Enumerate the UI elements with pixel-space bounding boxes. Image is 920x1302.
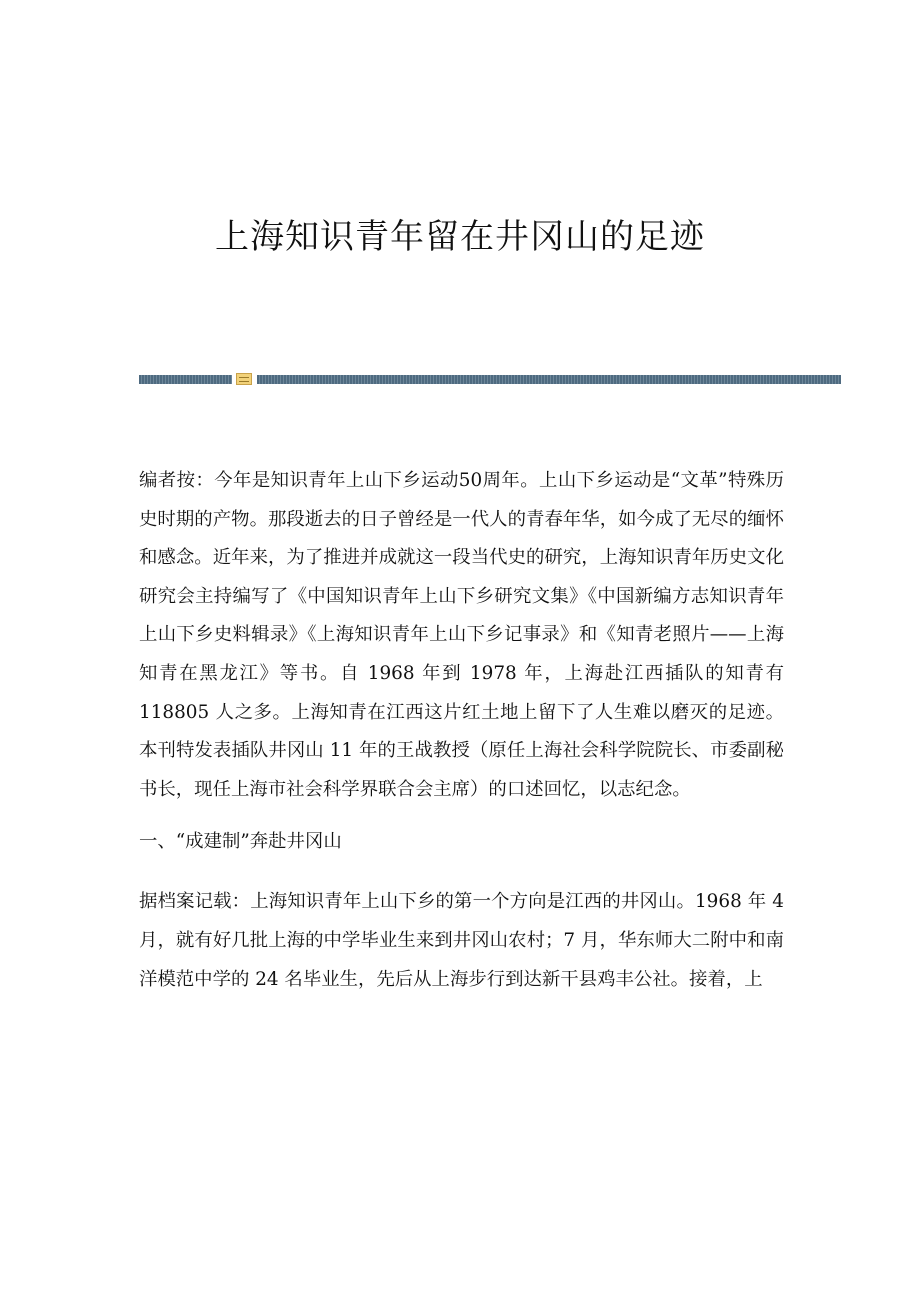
divider-bar-left bbox=[139, 375, 232, 384]
page-title: 上海知识青年留在井冈山的足迹 bbox=[215, 217, 705, 257]
section-heading: 一、“成建制”奔赴井冈山 bbox=[139, 831, 342, 853]
divider-bar-right bbox=[257, 375, 841, 384]
editor-note-paragraph: 编者按：今年是知识青年上山下乡运动50周年。上山下乡运动是“文革”特殊历史时期的产物。那段逝去的日子曾经是一代人的青春年华，如今成了无尽的缅怀和感念。近年来，为了推进并成就这一段当代史的研究，上海知识青年历史文化研究会主持编写了《中国知识青年上山下乡研究文集》《中国新编方志知识青年上山下乡史料辑录》《上海知识青年上山下乡记事录》和《知青老照片——上海知青在黑龙江》等书。自 1968 年到 1978 年，上海赴江西插队的知青有 118805 人之多。上海知青在江西这片红土地上留下了人生难以磨灭的足迹。本刊特发表插队井冈山 11 年的王战教授（原任上海社会科学院院长、市委副秘书长，现任上海市社会科学界联合会主席）的口述回忆，以志纪念。 bbox=[139, 470, 784, 800]
article-body bbox=[139, 462, 784, 999]
divider-ornament-icon bbox=[236, 373, 252, 385]
title-divider bbox=[139, 375, 841, 384]
section-paragraph: 据档案记载：上海知识青年上山下乡的第一个方向是江西的井冈山。1968 年 4 月，就有好几批上海的中学毕业生来到井冈山农村；7 月，华东师大二附中和南洋模范中学的 24 名毕业生，先后从上海步行到达新干县鸡丰公社。接着，上 bbox=[139, 891, 784, 990]
